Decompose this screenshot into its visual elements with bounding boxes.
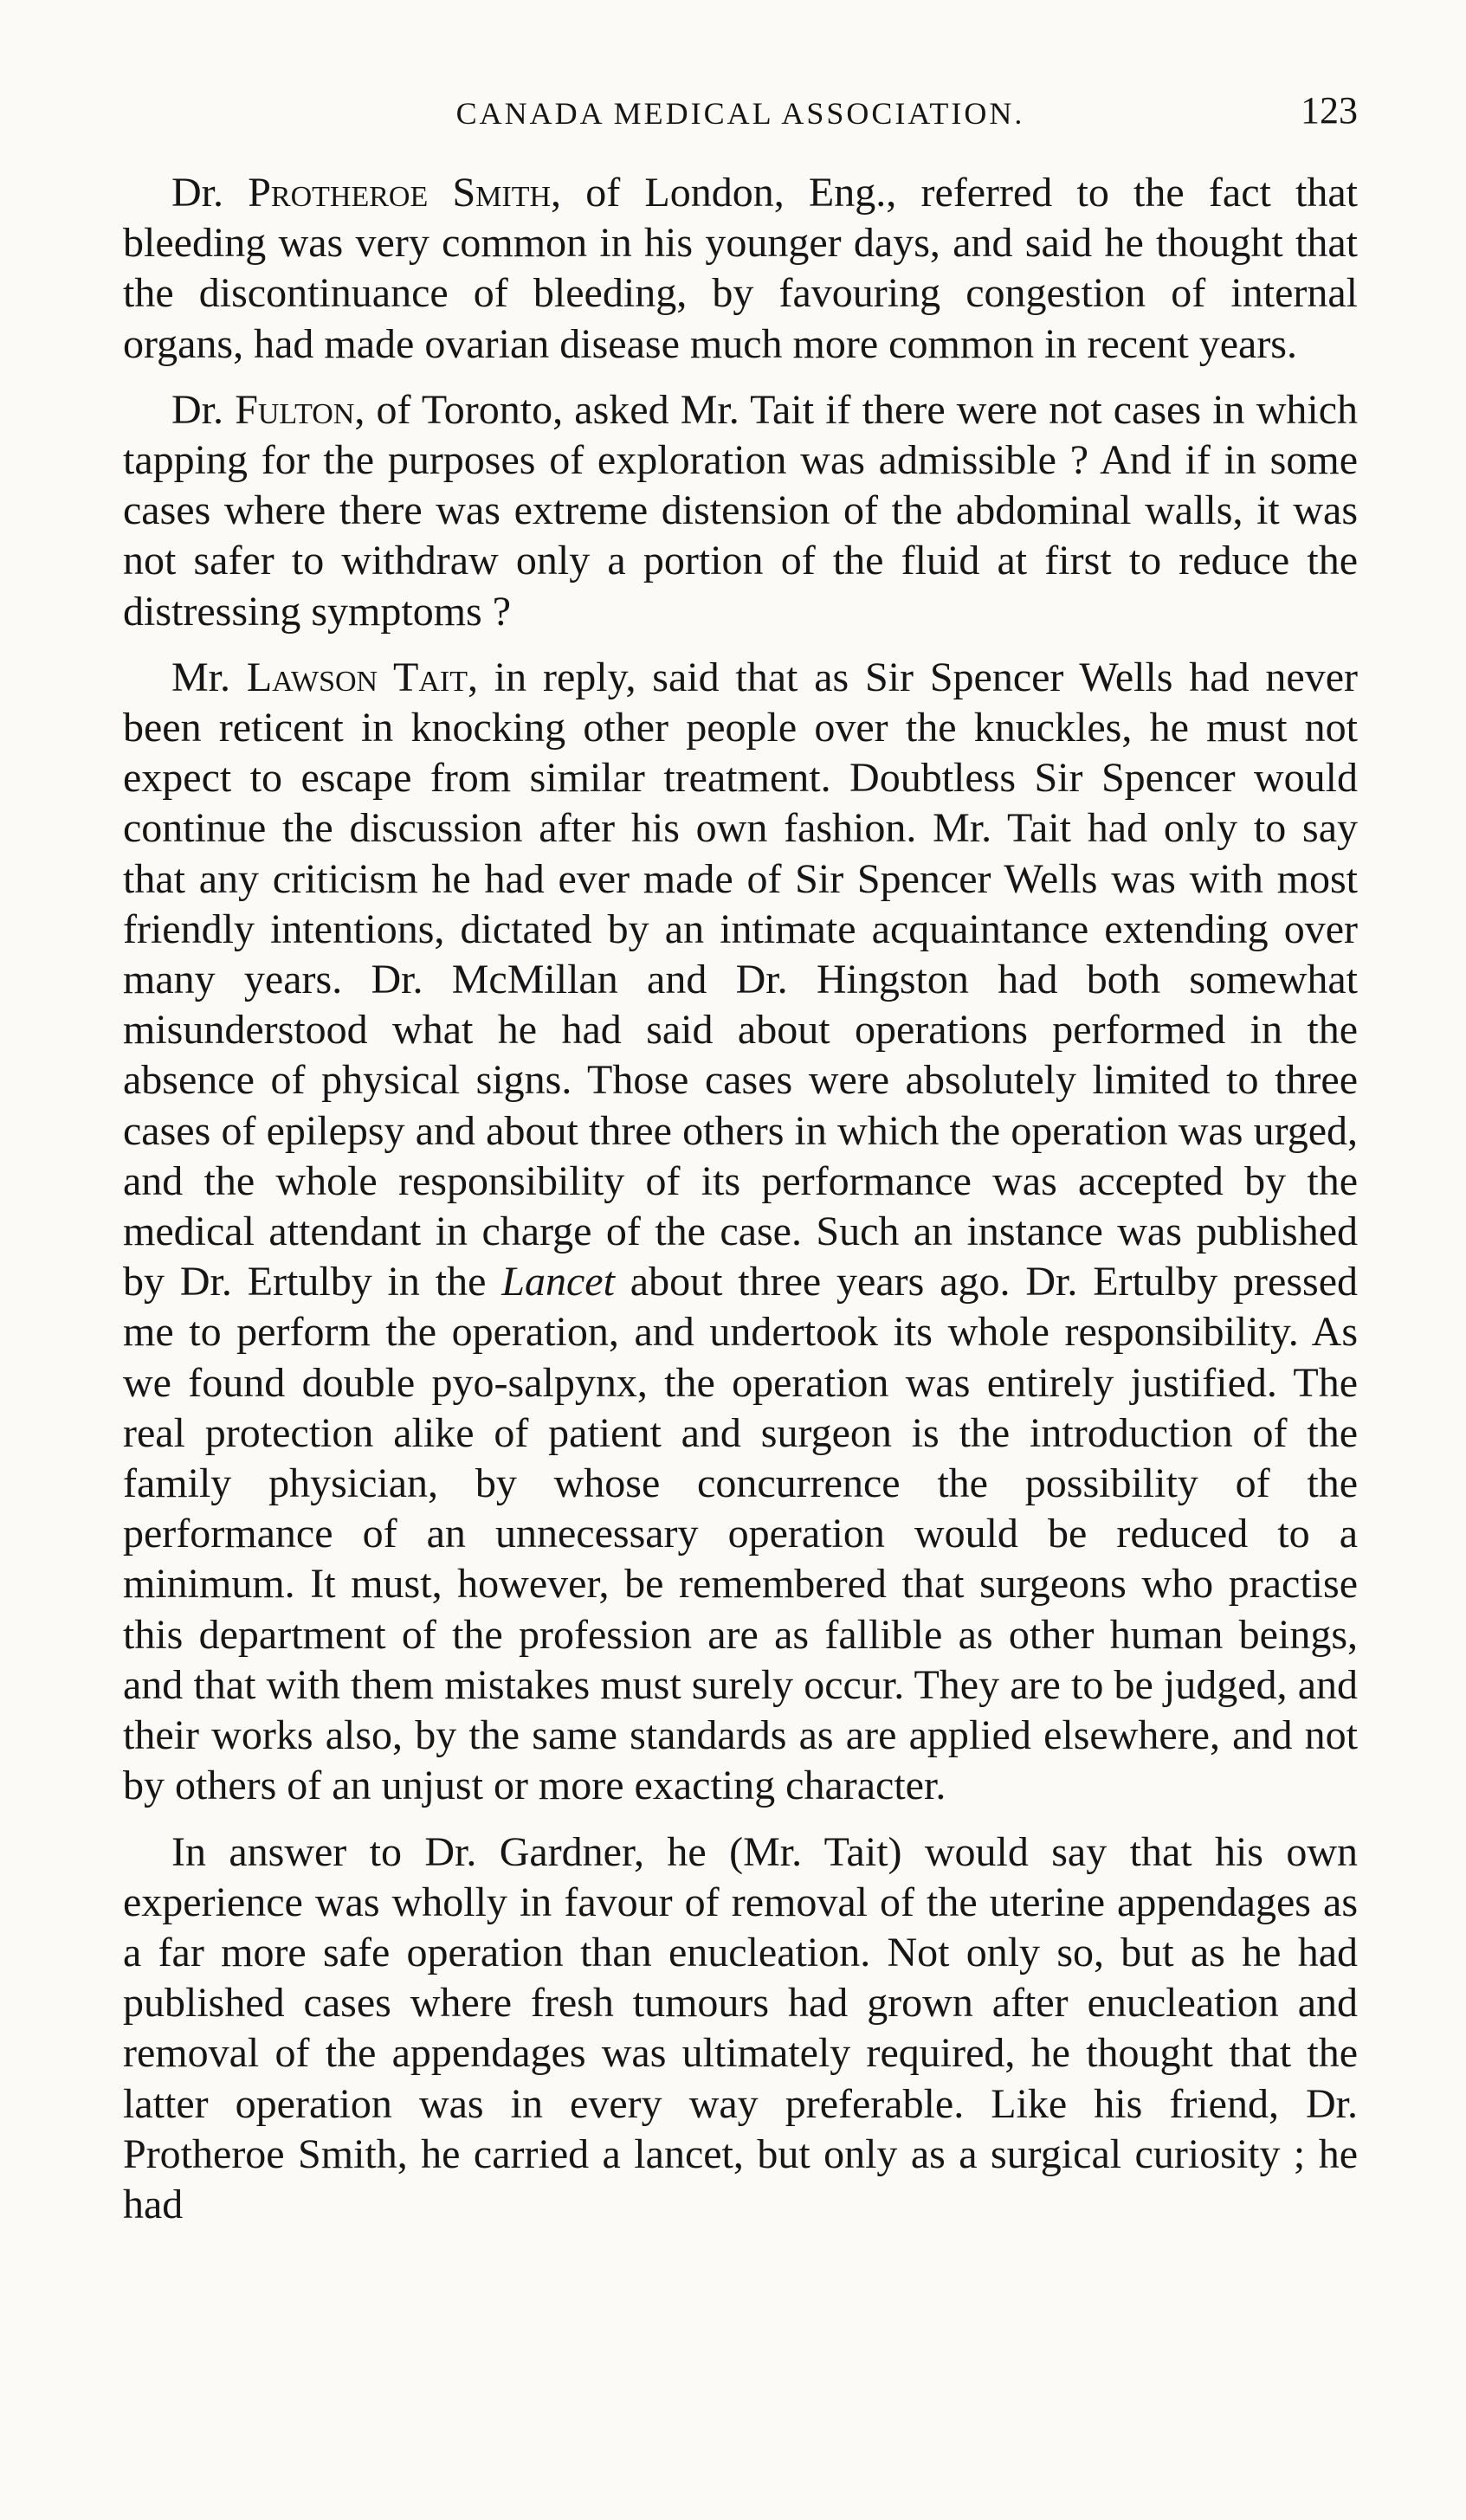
document-page [123,80,1358,2486]
running-head [123,80,1358,133]
paragraph-text-continued: about three years ago. Dr. Ertulby pressed me to perform the operation, and undertook its whole responsibility. As we found double pyo-salpynx, the operation was entirely justified. The real protection alike of patient and surgeon is the introduction of the family physician, by whose concurrence the possibility of the performance of an unnecessary operation would be reduced to a minimum. It must, however, be remembered that surgeons who practise this department of the profession are as fallible as other human beings, and that with them mistakes must surely occur. They are to be judged, and their works also, by the same standards as are applied elsewhere, and not by others of an unjust or more exacting character. [123,1259,1359,1809]
speaker-name: Fulton [235,386,355,433]
speaker-title: Dr. [171,170,249,216]
paragraph-answer-gardner [123,1827,1358,2231]
paragraph-text: , of Toronto, asked Mr. Tait if there were not cases in which tapping for the purposes of exploration was admissible ? And if in some cases where there was extreme distension of the abdominal walls, it was not safer to withdraw only a portion of the fluid at first to reduce the distressing symptoms ? [123,386,1359,635]
speaker-name: Lawson Tait [246,654,468,700]
paragraph-protheroe-smith [123,168,1358,370]
paragraph-text: In answer to Dr. Gardner, he (Mr. Tait) would say that his own experience was wholly in favour of removal of the uterine appendages as a far more safe operation than enucleation. Not only so, but as he had published cases where fresh tumours had grown after enucleation and removal of the appendages was ultimately required, he thought that the latter operation was in every way preferable. Like his friend, Dr. Protheroe Smith, he carried a lancet, but only as a surgical curiosity ; he had [123,1828,1358,2227]
speaker-name: Protheroe Smith [248,170,552,216]
paragraph-text: , of London, Eng., referred to the fact that bleeding was very common in his younger days, and said he thought that the discontinuance of bleeding, by favouring congestion of internal organs, had made ovarian disease much more common in recent years. [123,170,1359,367]
journal-citation: Lancet [501,1259,615,1305]
paragraph-lawson-tait-reply [123,653,1358,1812]
paragraph-text: , in reply, said that as Sir Spencer Wells had never been reticent in knocking other people over the knuckles, he must not expect to escape from similar treatment. Doubtless Sir Spencer would continue the discussion after his own fashion. Mr. Tait had only to say that any criticism he had ever made of Sir Spencer Wells was with most friendly intentions, dictated by an intimate acquaintance extending over many years. Dr. McMillan and Dr. Hingston had both somewhat misunderstood what he had said about operations performed in the absence of physical signs. Those cases were absolutely limited to three cases of epilepsy and about three others in which the operation was urged, and the whole responsibility of its performance was accepted by the medical attendant in charge of the case. Such an instance was published by Dr. Ertulby in the [123,654,1358,1305]
speaker-title: Dr. [171,386,236,433]
journal-title: CANADA MEDICAL ASSOCIATION. [455,96,1025,131]
paragraph-fulton [123,385,1358,637]
page-number: 123 [1301,89,1358,132]
speaker-title: Mr. [171,654,247,700]
